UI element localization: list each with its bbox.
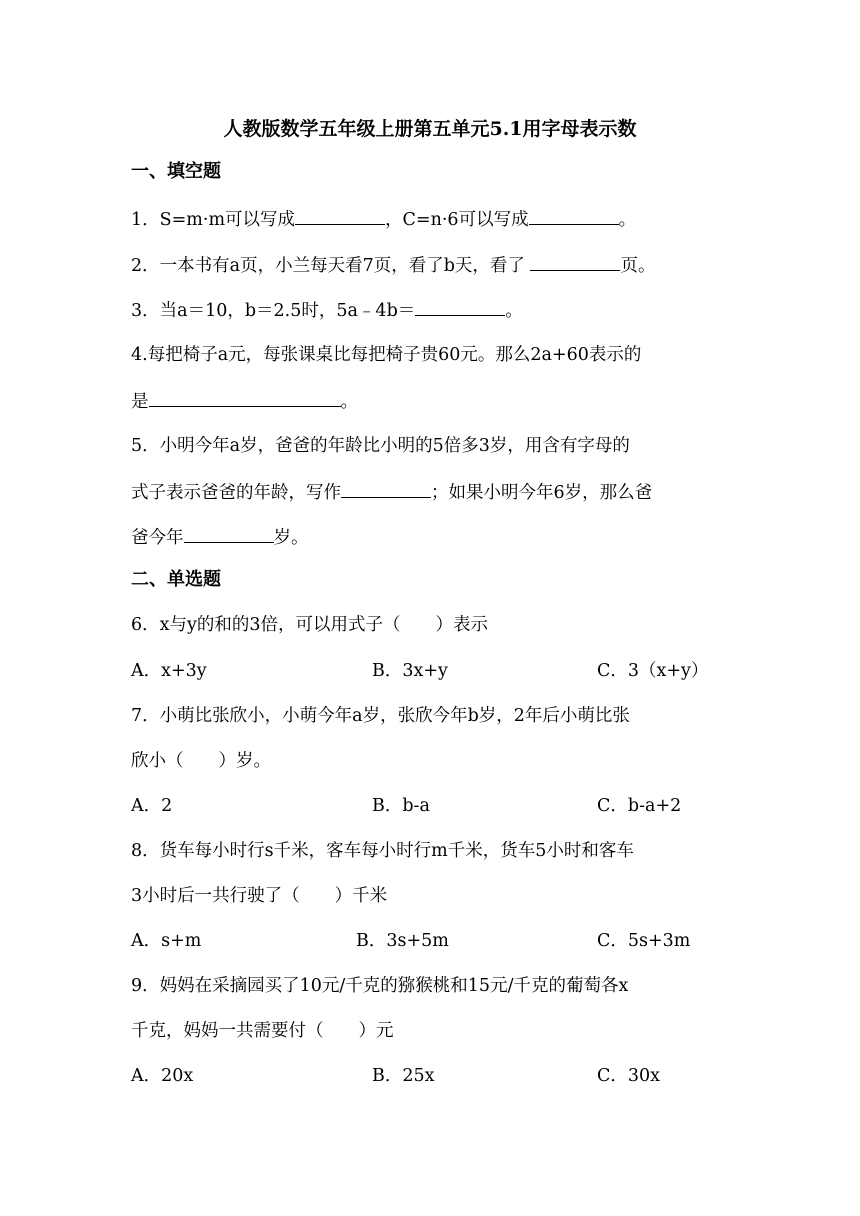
question-5-text-c: 爸今年	[131, 528, 184, 548]
question-8-option-c[interactable]: C．5s+3m	[597, 931, 691, 951]
answer-blank[interactable]	[149, 388, 341, 407]
question-1-text-b: ，C=n·6可以写成	[385, 210, 529, 230]
question-3-text-b: 。	[505, 301, 523, 321]
question-9-line-1: 9．妈妈在采摘园买了10元/千克的猕猴桃和15元/千克的葡萄各x	[131, 976, 629, 996]
question-1-text-a: 1．S=m·m可以写成	[131, 210, 296, 230]
page-title: 人教版数学五年级上册第五单元5.1用字母表示数	[223, 118, 637, 140]
question-4-text-a: 是	[131, 392, 149, 412]
question-5-line-3	[131, 524, 309, 550]
question-1-text-c: 。	[618, 210, 637, 230]
question-7-line-1: 7．小萌比张欣小，小萌今年a岁，张欣今年b岁，2年后小萌比张	[131, 706, 630, 726]
question-3-text-a: 3．当a＝10，b＝2.5时，5a﹣4b＝	[131, 301, 416, 321]
answer-blank[interactable]	[530, 252, 620, 271]
question-9-option-b[interactable]: B．25x	[372, 1066, 435, 1086]
section-single-choice: 二、单选题	[131, 569, 221, 590]
question-6-option-b[interactable]: B．3x+y	[372, 661, 448, 681]
question-5-line-1: 5．小明今年a岁，爸爸的年龄比小明的5倍多3岁，用含有字母的	[131, 436, 630, 456]
question-5-line-2	[131, 479, 652, 505]
question-2	[131, 252, 655, 278]
question-7-option-c[interactable]: C．b-a+2	[597, 796, 682, 816]
question-5-text-a: 式子表示爸爸的年龄，写作	[131, 483, 341, 503]
question-4-line-1: 4.每把椅子a元，每张课桌比每把椅子贵60元。那么2a+60表示的	[131, 345, 642, 365]
question-2-text-a: 2．一本书有a页，小兰每天看7页，看了b天，看了	[131, 256, 531, 276]
question-2-text-b: 页。	[620, 256, 656, 276]
answer-blank[interactable]	[415, 297, 505, 316]
question-8-option-a[interactable]: A．s+m	[131, 931, 202, 951]
question-4-text-b: 。	[340, 392, 358, 412]
question-6-option-a[interactable]: A．x+3y	[131, 661, 207, 681]
answer-blank[interactable]	[295, 206, 385, 225]
question-9-line-2: 千克，妈妈一共需要付（ ）元	[131, 1021, 394, 1041]
answer-blank[interactable]	[341, 479, 431, 498]
question-5-text-d: 岁。	[273, 528, 309, 548]
question-9-option-a[interactable]: A．20x	[131, 1066, 194, 1086]
question-4-line-2	[131, 388, 358, 414]
question-5-text-b: ；如果小明今年6岁，那么爸	[431, 483, 653, 503]
question-6-option-c[interactable]: C．3（x+y）	[597, 661, 709, 681]
section-fill-in-blank: 一、填空题	[131, 161, 221, 182]
question-7-option-b[interactable]: B．b-a	[372, 796, 430, 816]
answer-blank[interactable]	[184, 524, 274, 543]
question-1	[131, 206, 636, 232]
answer-blank[interactable]	[529, 206, 619, 225]
question-7-line-2: 欣小（ ）岁。	[131, 751, 271, 771]
question-6-stem: 6．x与y的和的3倍，可以用式子（ ）表示	[131, 615, 489, 635]
question-9-option-c[interactable]: C．30x	[597, 1066, 661, 1086]
question-8-line-1: 8．货车每小时行s千米，客车每小时行m千米，货车5小时和客车	[131, 841, 634, 861]
question-8-line-2: 3小时后一共行驶了（ ）千米	[131, 886, 388, 906]
question-7-option-a[interactable]: A．2	[131, 796, 173, 816]
question-8-option-b[interactable]: B．3s+5m	[356, 931, 449, 951]
question-3	[131, 297, 523, 323]
